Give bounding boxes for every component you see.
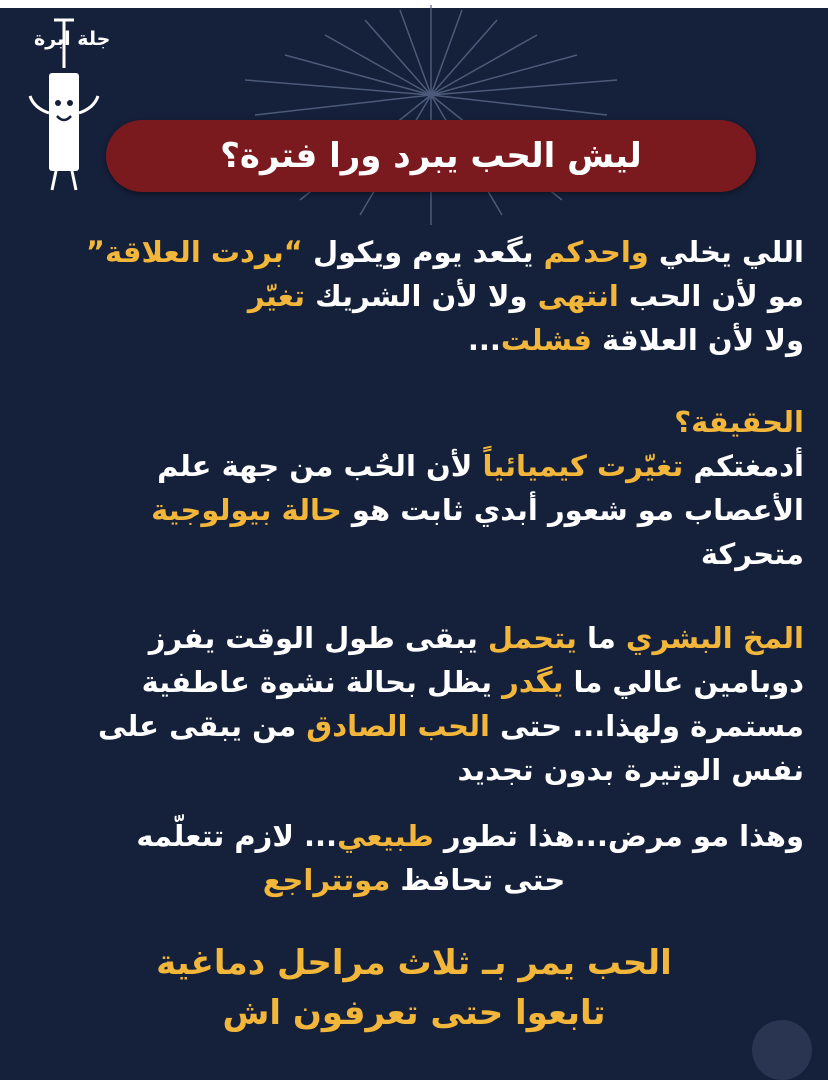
para5-line2: تابعوا حتى تعرفون اش <box>222 993 606 1033</box>
para2-line3: متحركة <box>700 537 804 571</box>
para1-line3: ولا لأن العلاقة فشلت... <box>467 323 804 357</box>
page-title: ليش الحب يبرد ورا فترة؟ <box>220 136 642 176</box>
corner-button[interactable] <box>752 1020 812 1080</box>
para3-line1: المخ البشري ما يتحمل يبقى طول الوقت يفرز <box>148 621 804 655</box>
para2-heading: الحقيقة؟ <box>674 405 804 439</box>
para3-line4: نفس الوتيرة بدون تجديد <box>457 753 804 787</box>
article-body <box>24 230 804 1038</box>
para4-line2: حتى تحافظ موتتراجع <box>262 863 566 897</box>
para1-line2: مو لأن الحب انتهى ولا لأن الشريك تغيّر <box>247 279 804 313</box>
sunburst-decoration <box>0 0 828 230</box>
para3-line3: مستمرة ولهذا... حتى الحب الصادق من يبقى على <box>98 709 804 743</box>
para2-line2: الأعصاب مو شعور أبدي ثابت هو حالة بيولوجية <box>151 493 804 527</box>
para5-line1: الحب يمر بـ ثلاث مراحل دماغية <box>156 943 672 983</box>
para3-line2: دوبامين عالي ما يگدر يظل بحالة نشوة عاطفية <box>141 665 804 699</box>
logo-text: جلة ابرة <box>34 28 111 50</box>
para1-line1: اللي يخلي واحدكم يگعد يوم ويكول “بردت العلاقة” <box>85 235 804 269</box>
para4-line1: وهذا مو مرض...هذا تطور طبيعي... لازم تتعلّمه <box>136 819 804 853</box>
para2-line1: أدمغتكم تغيّرت كيميائياً لأن الحُب من جهة علم <box>157 449 804 483</box>
